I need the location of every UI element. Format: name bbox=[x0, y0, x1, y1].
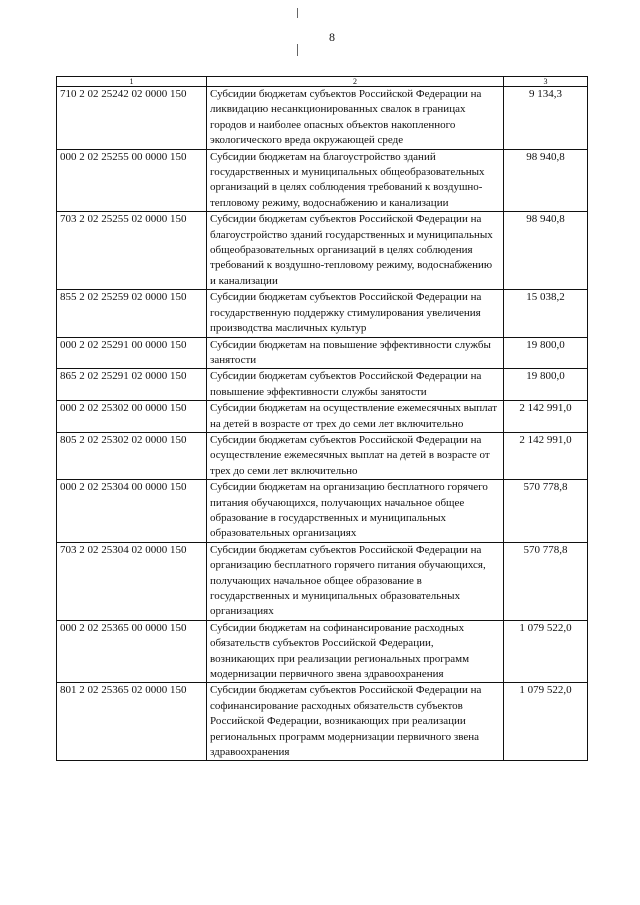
code-cell: 703 2 02 25255 02 0000 150 bbox=[57, 212, 207, 290]
amount-cell: 2 142 991,0 bbox=[504, 401, 588, 433]
description-cell: Субсидии бюджетам на софинансирование расходных обязательств субъектов Российской Федерации, возникающих при реализации региональных программ модернизации первичного звена здравоохранения bbox=[207, 620, 504, 683]
description-cell: Субсидии бюджетам субъектов Российской Федерации на благоустройство зданий государственных и муниципальных общеобразовательных организаций в целях соблюдения требований к воздушно-тепловому режиму, водоснабжению и канализации bbox=[207, 212, 504, 290]
column-header-code: 1 bbox=[57, 77, 207, 87]
amount-cell: 1 079 522,0 bbox=[504, 683, 588, 761]
table-row bbox=[57, 432, 588, 479]
code-cell: 000 2 02 25291 00 0000 150 bbox=[57, 337, 207, 369]
amount-cell: 2 142 991,0 bbox=[504, 432, 588, 479]
amount-cell: 1 079 522,0 bbox=[504, 620, 588, 683]
table-row bbox=[57, 290, 588, 337]
column-header-description: 2 bbox=[207, 77, 504, 87]
table-header-row bbox=[57, 77, 588, 87]
code-cell: 000 2 02 25365 00 0000 150 bbox=[57, 620, 207, 683]
column-header-amount: 3 bbox=[504, 77, 588, 87]
description-cell: Субсидии бюджетам субъектов Российской Федерации на организацию бесплатного горячего питания обучающихся, получающих начальное общее образование в государственных и муниципальных образовательных организациях bbox=[207, 542, 504, 620]
table-row bbox=[57, 212, 588, 290]
description-cell: Субсидии бюджетам на благоустройство зданий государственных и муниципальных общеобразовательных организаций в целях соблюдения требований к воздушно-тепловому режиму, водоснабжению и канализации bbox=[207, 149, 504, 212]
amount-cell: 9 134,3 bbox=[504, 87, 588, 150]
amount-cell: 98 940,8 bbox=[504, 212, 588, 290]
code-cell: 000 2 02 25255 00 0000 150 bbox=[57, 149, 207, 212]
table-row bbox=[57, 369, 588, 401]
code-cell: 801 2 02 25365 02 0000 150 bbox=[57, 683, 207, 761]
code-cell: 855 2 02 25259 02 0000 150 bbox=[57, 290, 207, 337]
description-cell: Субсидии бюджетам субъектов Российской Федерации на софинансирование расходных обязательств субъектов Российской Федерации, возникающих при реализации региональных программ модернизации первичного звена здравоохранения bbox=[207, 683, 504, 761]
code-cell: 000 2 02 25304 00 0000 150 bbox=[57, 480, 207, 543]
amount-cell: 570 778,8 bbox=[504, 480, 588, 543]
table-row bbox=[57, 401, 588, 433]
table-row bbox=[57, 620, 588, 683]
description-cell: Субсидии бюджетам субъектов Российской Федерации на осуществление ежемесячных выплат на детей в возрасте от трех до семи лет включительно bbox=[207, 432, 504, 479]
amount-cell: 19 800,0 bbox=[504, 337, 588, 369]
description-cell: Субсидии бюджетам на осуществление ежемесячных выплат на детей в возрасте от трех до семи лет включительно bbox=[207, 401, 504, 433]
amount-cell: 15 038,2 bbox=[504, 290, 588, 337]
table-row bbox=[57, 149, 588, 212]
description-cell: Субсидии бюджетам на повышение эффективности службы занятости bbox=[207, 337, 504, 369]
description-cell: Субсидии бюджетам на организацию бесплатного горячего питания обучающихся, получающих начальное общее образование в государственных и муниципальных образовательных организациях bbox=[207, 480, 504, 543]
scan-mark bbox=[297, 8, 298, 18]
description-cell: Субсидии бюджетам субъектов Российской Федерации на повышение эффективности службы занятости bbox=[207, 369, 504, 401]
amount-cell: 98 940,8 bbox=[504, 149, 588, 212]
scan-mark bbox=[297, 44, 298, 56]
table-row bbox=[57, 480, 588, 543]
table-row bbox=[57, 87, 588, 150]
table-row bbox=[57, 337, 588, 369]
table-row bbox=[57, 683, 588, 761]
table-row bbox=[57, 542, 588, 620]
amount-cell: 570 778,8 bbox=[504, 542, 588, 620]
code-cell: 703 2 02 25304 02 0000 150 bbox=[57, 542, 207, 620]
description-cell: Субсидии бюджетам субъектов Российской Федерации на государственную поддержку стимулирования увеличения производства масличных культур bbox=[207, 290, 504, 337]
page-number: 8 bbox=[329, 30, 335, 44]
budget-table bbox=[56, 76, 588, 761]
code-cell: 710 2 02 25242 02 0000 150 bbox=[57, 87, 207, 150]
code-cell: 865 2 02 25291 02 0000 150 bbox=[57, 369, 207, 401]
code-cell: 805 2 02 25302 02 0000 150 bbox=[57, 432, 207, 479]
amount-cell: 19 800,0 bbox=[504, 369, 588, 401]
code-cell: 000 2 02 25302 00 0000 150 bbox=[57, 401, 207, 433]
description-cell: Субсидии бюджетам субъектов Российской Федерации на ликвидацию несанкционированных свалок в границах городов и наиболее опасных объектов накопленного экологического вреда окружающей среде bbox=[207, 87, 504, 150]
